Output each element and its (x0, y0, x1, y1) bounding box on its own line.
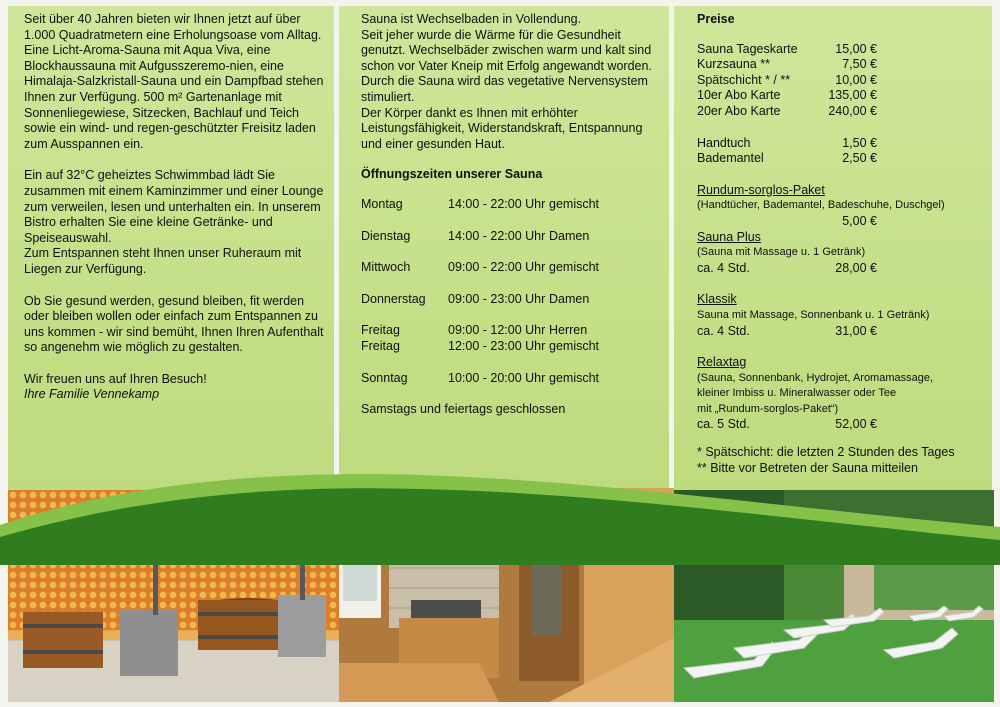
price-value: 10,00 € (835, 72, 877, 87)
package-price-row (697, 261, 877, 277)
hours-time: 14:00 - 22:00 Uhr (448, 228, 546, 243)
package-price: 31,00 € (835, 323, 877, 338)
hours-row (361, 292, 661, 308)
extra-row (697, 151, 877, 167)
package-duration: ca. 5 Std. (697, 417, 750, 432)
closing-greeting: Wir freuen uns auf Ihren Besuch! (24, 371, 207, 386)
package-title: Rundum-sorglos-Paket (697, 182, 825, 197)
hours-day: Dienstag (361, 228, 411, 243)
hours-day: Freitag (361, 323, 400, 338)
price-value: 135,00 € (828, 88, 877, 103)
hours-row (361, 323, 661, 339)
prices-heading: Preise (697, 12, 735, 26)
hours-row (361, 229, 661, 245)
extra-name: Bademantel (697, 151, 764, 166)
package-description: (Sauna, Sonnenbank, Hydrojet, Aromamassage, (697, 371, 934, 384)
extra-value: 1,50 € (842, 135, 877, 150)
intro-column (24, 12, 324, 403)
price-name: 20er Abo Karte (697, 103, 781, 118)
package-description: mit „Rundum-sorglos-Paket“) (697, 402, 839, 415)
signature: Ihre Familie Vennekamp (24, 387, 160, 402)
intro-paragraph-1: Seit über 40 Jahren bieten wir Ihnen jetzt auf über 1.000 Quadratmetern eine Erholungsoase vom Alltag. Eine Licht-Aroma-Sauna mit Aqua Viva, eine Blockhaussauna mit Aufgusszeremo-nien, eine Himalaja-Salzkristall-Sauna und ein Dampfbad stehen Ihnen zur Verfügung. 500 m² Gartenanlage mit Sonnenliegewiese, Sitzecken, Bachlauf und Teich sowie ein wind- und regen-geschützter Freisitz laden zum Ausspannen ein. (24, 12, 324, 151)
hours-row (361, 371, 661, 387)
intro-paragraph-2a: Ein auf 32°C geheiztes Schwimmbad lädt Sie zusammen mit einem Kaminzimmer und einer Lounge zum verweilen, lesen und unterhalten ein. In unserem Bistro erhalten Sie eine kleine Getränke- und Speiseauswahl. (24, 168, 324, 245)
price-row (697, 88, 877, 104)
sauna-intro-2: Seit jeher wurde die Wärme für die Gesundheit genutzt. Wechselbäder zwischen warm und kalt sind schon vor Vater Kneip mit Erfolg angewandt worden. Durch die Sauna wird das vegetative Nervensystem stimuliert. (361, 27, 652, 104)
package-title: Relaxtag (697, 355, 747, 370)
hours-day: Donnerstag (361, 291, 426, 306)
package-title: Klassik (697, 292, 737, 307)
hours-type: gemischt (549, 196, 600, 211)
package-price-row (697, 214, 877, 230)
hours-type: gemischt (549, 338, 600, 353)
package-price: 5,00 € (842, 213, 877, 228)
sauna-intro-1: Sauna ist Wechselbaden in Vollendung. (361, 12, 582, 26)
hours-time: 09:00 - 23:00 Uhr (448, 291, 546, 306)
hours-type: gemischt (549, 260, 600, 275)
hours-type: Damen (549, 228, 590, 243)
hours-time: 10:00 - 20:00 Uhr (448, 370, 546, 385)
sauna-column (361, 12, 661, 418)
package-title: Sauna Plus (697, 229, 761, 244)
package-description: (Sauna mit Massage u. 1 Getränk) (697, 246, 866, 259)
price-value: 15,00 € (835, 41, 877, 56)
package-description: (Handtücher, Bademantel, Badeschuhe, Duschgel) (697, 199, 945, 212)
price-row (697, 57, 877, 73)
hours-heading: Öffnungszeiten unserer Sauna (361, 167, 543, 182)
package-duration: ca. 4 Std. (697, 260, 750, 275)
hours-table (361, 197, 661, 418)
sauna-intro-3: Der Körper dankt es Ihnen mit erhöhter Leistungsfähigkeit, Widerstandskraft, Entspannung und einer gesunden Haut. (361, 105, 643, 151)
hours-time: 14:00 - 22:00 Uhr (448, 196, 546, 211)
hours-day: Freitag (361, 338, 400, 353)
hours-row (361, 339, 661, 355)
package-price-row (697, 417, 877, 433)
price-row (697, 42, 877, 58)
intro-paragraph-3: Ob Sie gesund werden, gesund bleiben, fit werden oder bleiben wollen oder einfach zum Entspannen zu uns kommen - wir sind bemüht, Ihnen Ihren Aufenthalt so angenehm wie möglich zu gestalten. (24, 293, 324, 355)
extra-name: Handtuch (697, 135, 751, 150)
hours-type: Damen (549, 291, 590, 306)
hours-day: Mittwoch (361, 260, 411, 275)
price-name: Spätschicht * / ** (697, 72, 791, 87)
hours-type: gemischt (549, 370, 600, 385)
hours-time: 09:00 - 12:00 Uhr (448, 323, 546, 338)
price-row (697, 73, 877, 89)
price-name: Kurzsauna ** (697, 57, 770, 72)
package-price: 52,00 € (835, 417, 877, 432)
hours-day: Sonntag (361, 370, 408, 385)
hours-row (361, 197, 661, 213)
hours-type: Herren (549, 323, 588, 338)
hours-time: 09:00 - 22:00 Uhr (448, 260, 546, 275)
intro-paragraph-2b: Zum Entspannen steht Ihnen unser Ruheraum mit Liegen zur Verfügung. (24, 246, 302, 276)
package-description: Sauna mit Massage, Sonnenbank u. 1 Getränk) (697, 308, 930, 321)
hours-row (361, 260, 661, 276)
package-description: kleiner Imbiss u. Mineralwasser oder Tee (697, 387, 897, 400)
green-wave (0, 445, 1000, 565)
price-row (697, 104, 877, 120)
extra-value: 2,50 € (842, 151, 877, 166)
package-duration: ca. 4 Std. (697, 323, 750, 338)
price-name: Sauna Tageskarte (697, 41, 798, 56)
extra-row (697, 136, 877, 152)
price-name: 10er Abo Karte (697, 88, 781, 103)
intro-paragraph-2 (24, 168, 324, 277)
closing (24, 372, 324, 403)
footnote-2: ** Bitte vor Betreten der Sauna mitteilen (697, 460, 918, 475)
hours-day: Montag (361, 196, 403, 211)
price-value: 240,00 € (828, 103, 877, 118)
prices-column (697, 12, 979, 476)
closed-note: Samstags und feiertags geschlossen (361, 402, 566, 417)
package-price: 28,00 € (835, 260, 877, 275)
hours-time: 12:00 - 23:00 Uhr (448, 338, 546, 353)
package-price-row (697, 324, 877, 340)
price-value: 7,50 € (842, 57, 877, 72)
footnote-1: * Spätschicht: die letzten 2 Stunden des Tages (697, 445, 955, 460)
